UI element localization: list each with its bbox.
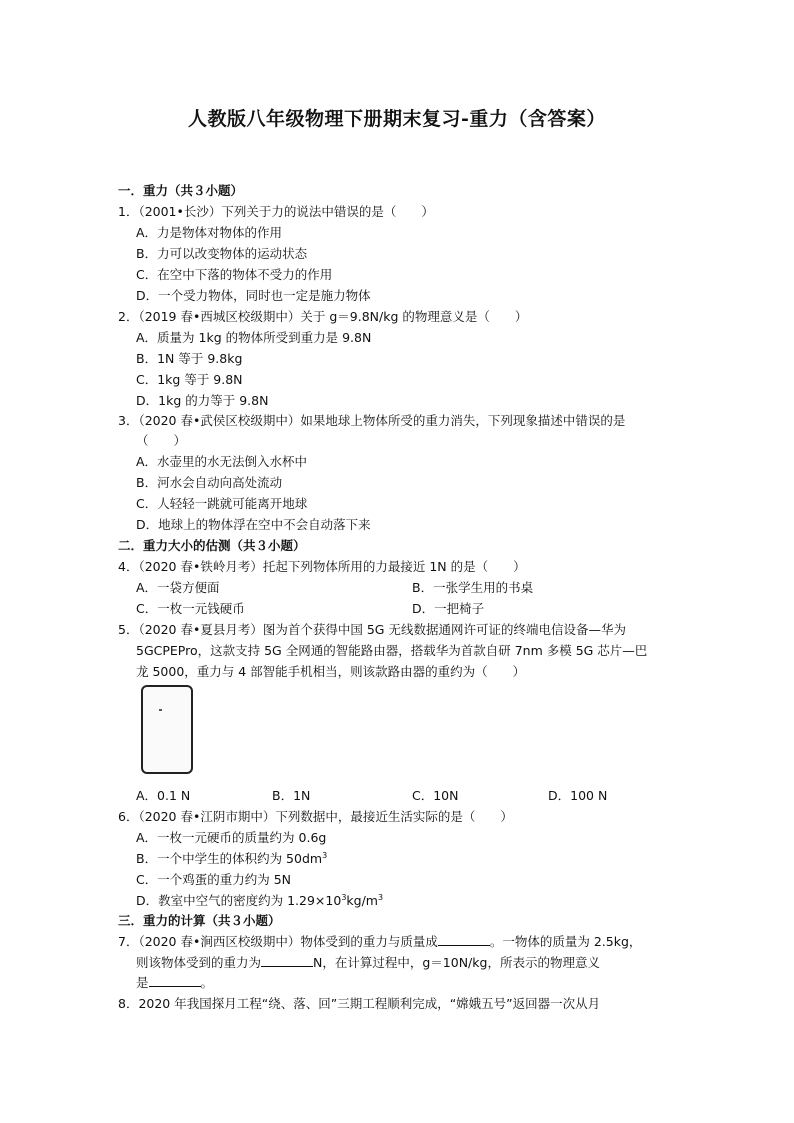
question-3-option-a: A．水壶里的水无法倒入水杯中 xyxy=(136,454,308,469)
question-2-option-c: C．1kg 等于 9.8N xyxy=(136,372,243,387)
stem-text: N，在计算过程中，g＝10N/kg，所表示的物理意义 xyxy=(313,955,600,970)
stem-text: 7．（2020 春•涧西区校级期中）物体受到的重力与质量成 xyxy=(118,934,438,949)
question-6-option-a: A．一枚一元硬币的质量约为 0.6g xyxy=(136,830,327,845)
stem-text: 。一物体的质量为 2.5kg， xyxy=(489,934,642,949)
question-3-option-b: B．河水会自动向高处流动 xyxy=(136,475,283,490)
question-3-stem: 3．（2020 春•武侯区校级期中）如果地球上物体所受的重力消失，下列现象描述中错误的是 xyxy=(118,413,626,428)
answer-blank[interactable] xyxy=(438,934,490,946)
question-5-stem-cont: 5GCPEPro，这款支持 5G 全网通的智能路由器，搭载华为首款自研 7nm 多模 5G 芯片—巴 xyxy=(136,643,648,658)
exponent: 3 xyxy=(341,892,347,902)
question-5-option-a: A．0.1 N xyxy=(136,788,191,803)
question-1-option-a: A．力是物体对物体的作用 xyxy=(136,225,283,240)
question-5-option-c: C．10N xyxy=(412,788,459,803)
option-text: D．教室中空气的密度约为 1.29×10 xyxy=(136,893,342,908)
question-4-option-b: B．一张学生用的书桌 xyxy=(412,580,534,595)
answer-blank[interactable] xyxy=(149,975,201,987)
question-6-option-b xyxy=(136,851,327,867)
question-1-stem: 1．（2001•长沙）下列关于力的说法中错误的是（ ） xyxy=(118,204,434,219)
question-5-stem: 5．（2020 春•夏县月考）图为首个获得中国 5G 无线数据通网许可证的终端电信设备—华为 xyxy=(118,622,626,637)
question-2-option-b: B．1N 等于 9.8kg xyxy=(136,351,243,366)
stem-text: 是 xyxy=(136,975,149,990)
question-5-option-b: B．1N xyxy=(272,788,311,803)
stem-text: 。 xyxy=(200,975,214,990)
question-6-stem: 6．（2020 春•江阴市期中）下列数据中，最接近生活实际的是（ ） xyxy=(118,809,513,824)
question-2-option-a: A．质量为 1kg 的物体所受到重力是 9.8N xyxy=(136,330,372,345)
question-4-option-a: A．一袋方便面 xyxy=(136,580,220,595)
exponent: 3 xyxy=(377,892,384,902)
question-3-stem-cont: （ ） xyxy=(136,433,187,448)
question-7-stem-cont xyxy=(136,975,213,991)
question-4-option-d: D．一把椅子 xyxy=(412,601,485,616)
question-1-option-b: B．力可以改变物体的运动状态 xyxy=(136,246,308,261)
section-heading: 一．重力（共３小题） xyxy=(118,183,244,198)
option-text: B．一个中学生的体积约为 50dm xyxy=(136,851,323,866)
question-4-option-c: C．一枚一元钱硬币 xyxy=(136,601,245,616)
exponent: 3 xyxy=(322,850,328,860)
section-heading: 二．重力大小的估测（共３小题） xyxy=(118,538,306,553)
question-6-option-d xyxy=(136,893,383,909)
question-1-option-d: D．一个受力物体，同时也一定是施力物体 xyxy=(136,288,371,303)
question-2-option-d: D．1kg 的力等于 9.8N xyxy=(136,393,269,408)
question-6-option-c: C．一个鸡蛋的重力约为 5N xyxy=(136,872,292,887)
router-indicator xyxy=(159,709,162,711)
question-3-option-c: C．人轻轻一跳就可能离开地球 xyxy=(136,496,308,511)
question-3-option-d: D．地球上的物体浮在空中不会自动落下来 xyxy=(136,517,371,532)
question-1-option-c: C．在空中下落的物体不受力的作用 xyxy=(136,267,333,282)
unit-text: kg/m xyxy=(346,893,378,908)
question-2-stem: 2．（2019 春•西城区校级期中）关于 g＝9.8N/kg 的物理意义是（ ） xyxy=(118,309,528,324)
page-title: 人教版八年级物理下册期末复习-重力（含答案） xyxy=(188,108,606,130)
question-7-stem xyxy=(118,934,641,950)
stem-text: 则该物体受到的重力为 xyxy=(136,955,262,970)
router-image xyxy=(141,685,193,774)
question-4-stem: 4．（2020 春•铁岭月考）托起下列物体所用的力最接近 1N 的是（ ） xyxy=(118,559,526,574)
answer-blank[interactable] xyxy=(261,955,313,967)
question-8-stem: 8．2020 年我国探月工程“绕、落、回”三期工程顺利完成，“嫦娥五号”返回器一次从月 xyxy=(118,996,601,1011)
question-5-option-d: D．100 N xyxy=(548,788,608,803)
question-7-stem-cont xyxy=(136,955,600,971)
section-heading: 三．重力的计算（共３小题） xyxy=(118,913,281,928)
question-5-stem-cont: 龙 5000，重力与 4 部智能手机相当，则该款路由器的重约为（ ） xyxy=(136,664,526,679)
